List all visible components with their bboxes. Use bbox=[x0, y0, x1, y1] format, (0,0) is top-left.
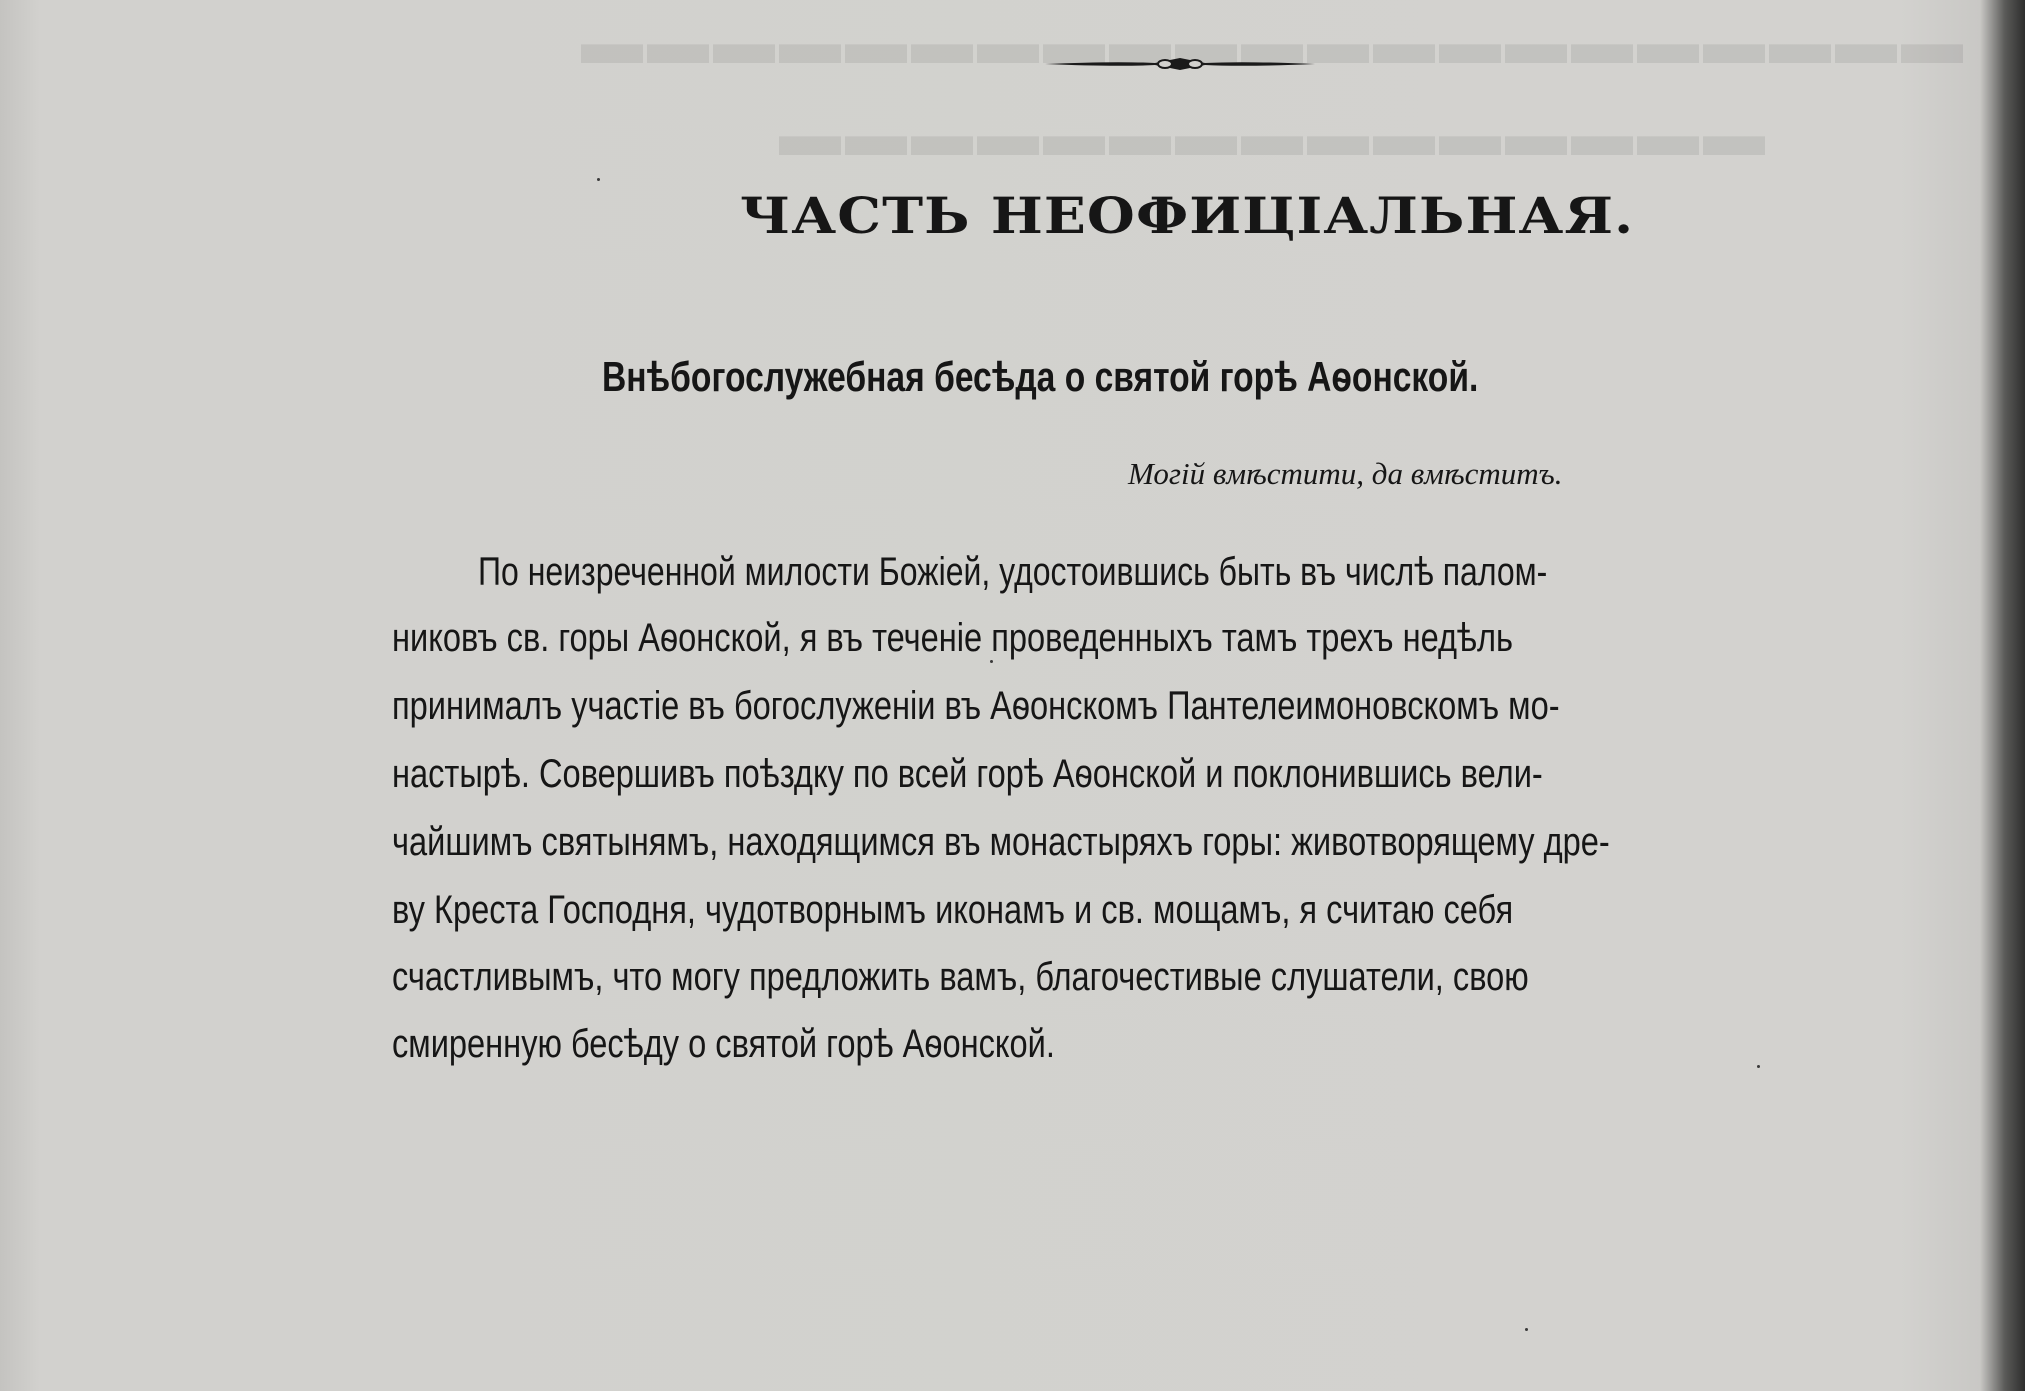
ornament-rule-divider bbox=[1045, 54, 1315, 74]
paragraph-line-7: счастливымъ, что могу предложить вамъ, благочестивые слушатели, свою bbox=[392, 955, 1529, 999]
epigraph: Могій вмѣстити, да вмѣститъ. bbox=[1128, 456, 1563, 491]
section-title: ЧАСТЬ НЕОФИЦІАЛЬНАЯ. bbox=[740, 186, 1635, 245]
print-speck bbox=[990, 660, 993, 663]
paragraph-line-1 bbox=[478, 550, 1666, 595]
paragraph-line-2: никовъ св. горы Аѳонской, я въ теченіе проведенныхъ тамъ трехъ недѣль bbox=[392, 616, 1514, 660]
print-speck bbox=[1757, 1065, 1760, 1068]
paragraph-line-5: чайшимъ святынямъ, находящимся въ монастыряхъ горы: животворящему дре- bbox=[392, 820, 1610, 864]
print-speck bbox=[597, 178, 600, 181]
paragraph-line-8: смиренную бесѣду о святой горѣ Аѳонской. bbox=[392, 1022, 1055, 1066]
print-speck bbox=[1525, 1328, 1528, 1331]
show-through-heading: ▬▬▬▬▬▬▬▬▬▬▬▬▬▬▬▬▬▬▬▬▬ bbox=[577, 9, 1963, 77]
show-through-subheading: ▬▬▬▬▬▬▬▬▬▬▬▬▬▬▬ bbox=[775, 101, 1765, 169]
article-title: Внѣбогослужебная бесѣда о святой горѣ Аѳонской. bbox=[602, 353, 1479, 400]
paragraph-line-4: настырѣ. Совершивъ поѣздку по всей горѣ Аѳонской и поклонившись вели- bbox=[392, 752, 1543, 796]
line-text: По неизреченной милости Божіей, удостоившись быть въ числѣ палом- bbox=[478, 550, 1548, 594]
paragraph-line-3: принималъ участіе въ богослуженіи въ Аѳонскомъ Пантелеимоновскомъ мо- bbox=[392, 684, 1560, 728]
paragraph-line-6: ву Креста Господня, чудотворнымъ иконамъ и св. мощамъ, я считаю себя bbox=[392, 888, 1514, 932]
